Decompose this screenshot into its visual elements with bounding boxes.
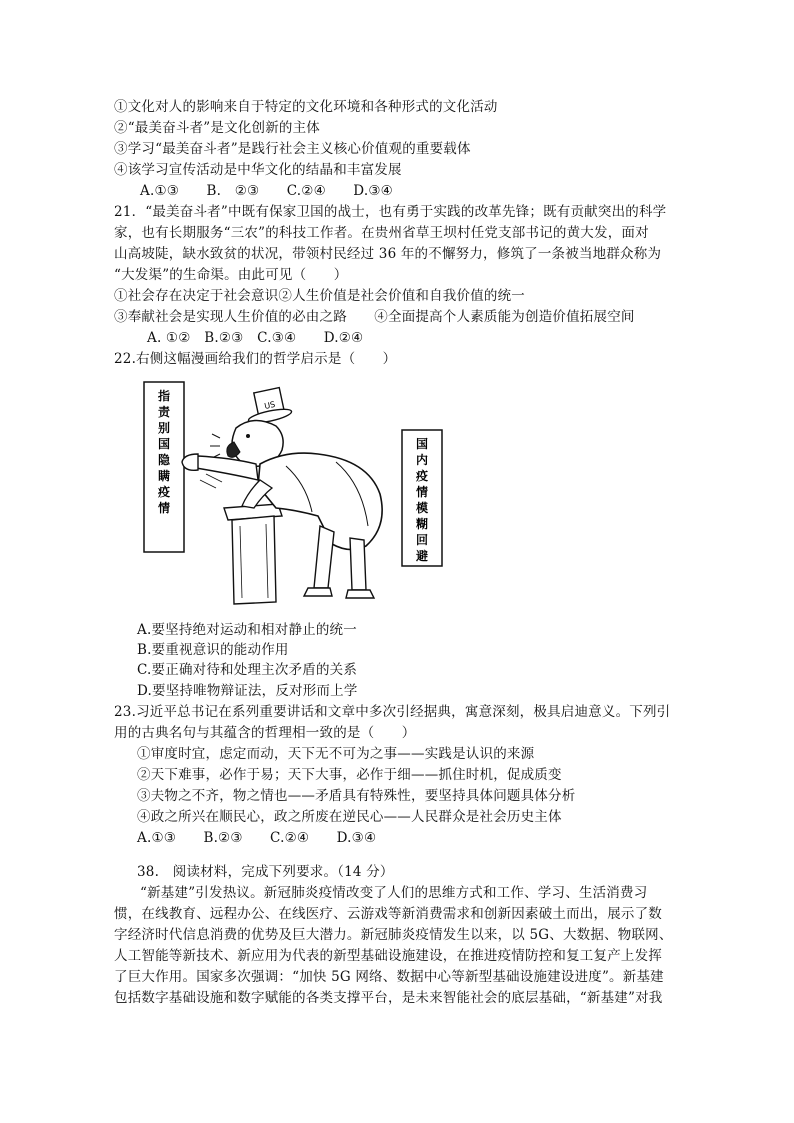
q22-option-a: A.要坚持绝对运动和相对静止的统一	[137, 622, 357, 638]
figure-leg-back	[350, 538, 366, 590]
q21-options-1-2: ①社会存在决定于社会意识②人生价值是社会价值和自我价值的统一	[114, 288, 525, 304]
right-sign-text: 国内疫情模糊回避	[415, 437, 429, 563]
q20-option-2: ②“最美奋斗者”是文化创新的主体	[114, 120, 321, 136]
q23-option-3: ③夫物之不齐，物之情也——矛盾具有特殊性，要坚持具体问题具体分析	[137, 788, 576, 804]
q21-stem-line-3: 山高坡陡，缺水致贫的状况，带领村民经过 36 年的不懈努力，修筑了一条被当地群众称为	[114, 246, 662, 262]
q23-stem-line-1: 23.习近平总书记在系列重要讲话和文章中多次引经据典，寓意深刻，极具启迪意义。下列引	[114, 704, 671, 720]
q20-option-4: ④该学习宣传活动是中华文化的结晶和丰富发展	[114, 162, 402, 178]
q38-paragraph-line-1: “新基建”引发热议。新冠肺炎疫情改变了人们的思维方式和工作、学习、生活消费习	[140, 885, 648, 901]
q38-paragraph-line-3: 字经济时代信息消费的优势及巨大潜力。新冠肺炎疫情发生以来，以 5G、大数据、物联网、	[114, 927, 673, 943]
q21-stem-line-4: “大发渠”的生命渠。由此可见（ ）	[114, 267, 348, 283]
q23-option-4: ④政之所兴在顺民心，政之所废在逆民心——人民群众是社会历史主体	[137, 809, 562, 825]
q20-option-3: ③学习“最美奋斗者”是践行社会主义核心价值观的重要载体	[114, 141, 471, 157]
q20-option-1: ①文化对人的影响来自于特定的文化环境和各种形式的文化活动	[114, 99, 498, 115]
left-sign-text: 指责别国隐瞒疫情	[157, 389, 171, 515]
q22-option-c: C.要正确对待和处理主次矛盾的关系	[137, 662, 358, 678]
q21-stem-line-1: 21．“最美奋斗者”中既有保家卫国的战士，也有勇于实践的改革先锋；既有贡献突出的科学	[114, 204, 667, 220]
q38-paragraph-line-6: 包括数字基础设施和数字赋能的各类支撑平台，是未来智能社会的底层基础，“新基建”对我	[114, 990, 663, 1006]
political-cartoon	[136, 376, 446, 608]
q38-paragraph-line-2: 惯，在线教育、远程办公、在线医疗、云游戏等新消费需求和创新因素破土而出，展示了数	[114, 906, 662, 922]
q22-stem: 22.右侧这幅漫画给我们的哲学启示是（ ）	[114, 351, 397, 367]
q21-choices: A. ①② B.②③ C.③④ D.②④	[147, 330, 364, 346]
q23-stem-line-2: 用的古典名句与其蕴含的哲理相一致的是（ ）	[114, 725, 416, 741]
q20-choices: A.①③ B. ②③ C.②④ D.③④	[140, 183, 393, 199]
q38-title: 38. 阅读材料，完成下列要求。（14 分）	[137, 864, 394, 880]
q23-choices: A.①③ B.②③ C.②④ D.③④	[137, 830, 377, 846]
q22-option-d: D.要坚持唯物辩证法，反对形而上学	[137, 683, 358, 699]
q38-paragraph-line-5: 了巨大作用。国家多次强调：“加快 5G 网络、数据中心等新型基础设施建设进度”。新基建	[114, 969, 664, 985]
q22-option-b: B.要重视意识的能动作用	[137, 642, 289, 658]
hat-text: US	[263, 399, 277, 411]
figure-leg-front	[314, 526, 334, 588]
q21-options-3-4: ③奉献社会是实现人生价值的必由之路 ④全面提高个人素质能为创造价值拓展空间	[114, 309, 635, 325]
podium-body	[232, 516, 276, 604]
q23-option-2: ②天下难事，必作于易；天下大事，必作于细——抓住时机，促成质变	[137, 767, 562, 783]
q38-paragraph-line-4: 人工智能等新技术、新应用为代表的新型基础设施建设，在推进疫情防控和复工复产上发挥	[114, 948, 662, 964]
q21-stem-line-2: 家，也有长期服务“三农”的科技工作者。在贵州省草王坝村任党支部书记的黄大发，面对	[114, 225, 649, 241]
q23-option-1: ①审度时宜，虑定而动，天下无不可为之事——实践是认识的来源	[137, 746, 535, 762]
